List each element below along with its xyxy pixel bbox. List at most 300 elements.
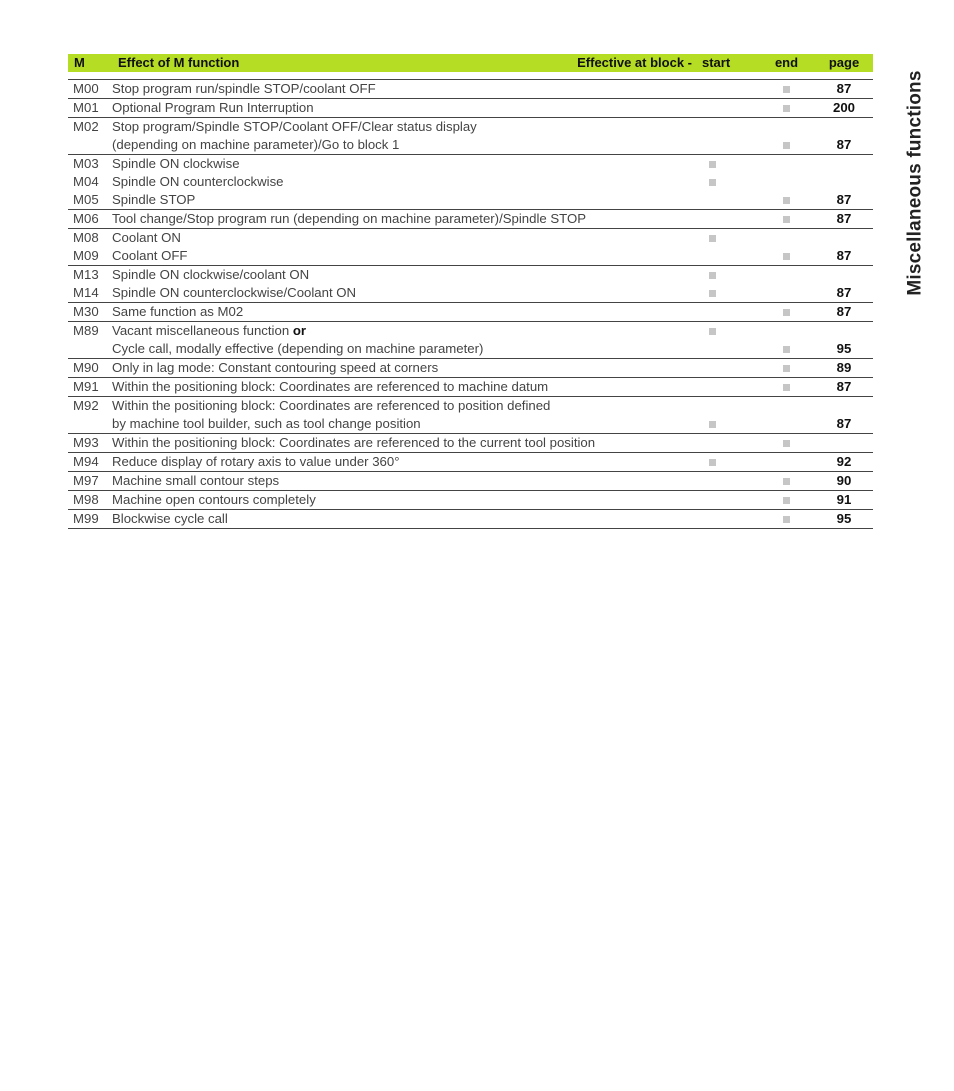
page-ref-line: 87: [836, 304, 852, 319]
effect-line: Machine small contour steps: [112, 473, 280, 488]
effective-marker-icon: [709, 179, 716, 186]
effect-line: Spindle ON clockwise/coolant ON: [112, 267, 310, 282]
m-code-text: M03: [73, 156, 99, 171]
start-marker: [702, 453, 758, 472]
start-marker-line: [709, 378, 758, 396]
row-group: [68, 99, 873, 118]
m-code-text: M90: [73, 360, 99, 375]
effect-line: (depending on machine parameter)/Go to block 1: [112, 137, 400, 152]
page-ref-line: 90: [836, 473, 852, 488]
effect-description: [112, 173, 702, 191]
m-code: [68, 155, 112, 174]
page-ref-line: [815, 266, 873, 284]
page-ref: [815, 173, 873, 191]
effect-keyword: or: [292, 323, 307, 338]
effect-line: Vacant miscellaneous function or: [112, 323, 307, 338]
page-ref: [815, 210, 873, 229]
table-header: [68, 54, 873, 72]
page-ref-line: 87: [836, 379, 852, 394]
end-marker-line: [758, 99, 815, 117]
end-marker: [758, 359, 815, 378]
page-ref-line: [815, 397, 873, 415]
m-code: [68, 322, 112, 341]
end-marker-line: [758, 303, 815, 321]
end-marker-line: [758, 378, 815, 396]
page-ref-line: 87: [836, 416, 852, 431]
end-marker-line: [758, 173, 815, 191]
table-row: [68, 434, 873, 453]
start-marker-line: [709, 322, 758, 340]
start-marker: [702, 284, 758, 303]
effective-marker-icon: [783, 309, 790, 316]
table-row: [68, 173, 873, 191]
start-marker-line: [709, 155, 758, 173]
start-marker-line: [709, 453, 758, 471]
m-code-text: M91: [73, 379, 99, 394]
effective-marker-icon: [783, 216, 790, 223]
header-row: [68, 54, 873, 72]
effective-marker-icon: [709, 328, 716, 335]
m-code: [68, 229, 112, 248]
end-marker-line: [758, 359, 815, 377]
start-marker: [702, 491, 758, 510]
m-code: [68, 266, 112, 285]
start-marker-line: [709, 173, 758, 191]
page-ref: [815, 99, 873, 118]
end-marker-line: [758, 434, 815, 452]
start-marker-line: [709, 80, 758, 98]
end-marker-line: [758, 136, 815, 154]
table-row: [68, 210, 873, 229]
effect-description: [112, 340, 702, 359]
start-marker-line: [709, 359, 758, 377]
m-code-text: M30: [73, 304, 99, 319]
page-ref: [815, 378, 873, 397]
effect-description: [112, 155, 702, 174]
m-code: [68, 434, 112, 453]
start-marker: [702, 510, 758, 529]
table-row: [68, 80, 873, 99]
m-code: [68, 99, 112, 118]
end-marker-line: [758, 415, 815, 433]
effective-marker-icon: [783, 253, 790, 260]
row-group: [68, 378, 873, 397]
table-row: [68, 491, 873, 510]
effective-marker-icon: [783, 105, 790, 112]
end-marker: [758, 378, 815, 397]
end-marker: [758, 191, 815, 210]
m-code-text: M00: [73, 81, 99, 96]
m-code: [68, 491, 112, 510]
page-ref: [815, 247, 873, 266]
end-marker: [758, 173, 815, 191]
effect-line: Cycle call, modally effective (depending on machine parameter): [112, 341, 484, 356]
end-marker: [758, 247, 815, 266]
effective-marker-icon: [709, 235, 716, 242]
side-title: [898, 52, 934, 314]
effect-line: Machine open contours completely: [112, 492, 316, 507]
row-group: [68, 397, 873, 434]
page-ref-line: 89: [836, 360, 852, 375]
start-marker: [702, 266, 758, 285]
page-ref-line: 87: [836, 137, 852, 152]
end-marker: [758, 397, 815, 434]
end-marker: [758, 510, 815, 529]
start-marker-line: [709, 491, 758, 509]
start-marker: [702, 247, 758, 266]
m-code-text: M04: [73, 174, 99, 189]
row-group: [68, 155, 873, 210]
start-marker-line: [709, 434, 758, 452]
page-ref: [815, 303, 873, 322]
effect-description: [112, 491, 702, 510]
effect-description: [112, 191, 702, 210]
page-ref-line: [815, 229, 873, 247]
effect-description: [112, 284, 702, 303]
page-ref: [815, 359, 873, 378]
effect-description: [112, 247, 702, 266]
m-code-text: M93: [73, 435, 99, 450]
end-marker-line: [758, 80, 815, 98]
start-marker-line: [709, 303, 758, 321]
table-row: [68, 155, 873, 174]
end-marker: [758, 210, 815, 229]
m-code-text: M89: [73, 323, 99, 338]
end-marker-line: [758, 510, 815, 528]
page-ref-line: [815, 173, 873, 191]
page-ref-line: 91: [836, 492, 852, 507]
effect-description: [112, 210, 702, 229]
effect-line: Within the positioning block: Coordinates are referenced to the current tool position: [112, 435, 596, 450]
effective-marker-icon: [783, 497, 790, 504]
m-code-text: [73, 340, 112, 358]
m-code: [68, 453, 112, 472]
end-marker-line: [758, 266, 815, 284]
m-code: [68, 118, 112, 155]
page-ref: [815, 397, 873, 434]
start-marker-line: [709, 136, 758, 154]
effect-line: by machine tool builder, such as tool change position: [112, 416, 421, 431]
table-row: [68, 191, 873, 210]
header-gap: [68, 72, 873, 80]
end-marker: [758, 340, 815, 359]
table-row: [68, 266, 873, 285]
end-marker: [758, 118, 815, 155]
effective-marker-icon: [783, 365, 790, 372]
start-marker: [702, 173, 758, 191]
effect-line: Coolant ON: [112, 230, 181, 245]
effect-description: [112, 434, 702, 453]
table-row: [68, 472, 873, 491]
table-row: [68, 247, 873, 266]
page-ref: [815, 453, 873, 472]
end-marker: [758, 266, 815, 285]
start-marker: [702, 378, 758, 397]
start-marker-line: [709, 397, 758, 415]
start-marker-line: [709, 229, 758, 247]
m-code: [68, 80, 112, 99]
start-marker: [702, 118, 758, 155]
m-code: [68, 284, 112, 303]
page-ref-line: 87: [836, 192, 852, 207]
m-code-text: M98: [73, 492, 99, 507]
m-code-text: M06: [73, 211, 99, 226]
effect-description: [112, 99, 702, 118]
effect-description: [112, 510, 702, 529]
end-marker-line: [758, 229, 815, 247]
start-marker: [702, 229, 758, 248]
row-group: [68, 453, 873, 472]
page-ref-line: 87: [836, 81, 852, 96]
page-ref: [815, 191, 873, 210]
row-group: [68, 266, 873, 303]
start-marker: [702, 397, 758, 434]
effect-line: Within the positioning block: Coordinates are referenced to position defined: [112, 398, 551, 413]
effect-description: [112, 266, 702, 285]
end-marker-line: [758, 453, 815, 471]
row-group: [68, 359, 873, 378]
page-ref-line: 87: [836, 211, 852, 226]
end-marker-line: [758, 340, 815, 358]
effective-marker-icon: [709, 459, 716, 466]
start-marker: [702, 210, 758, 229]
page-ref: [815, 229, 873, 248]
effective-marker-icon: [709, 421, 716, 428]
start-marker: [702, 434, 758, 453]
page-ref-line: [815, 118, 873, 136]
start-marker: [702, 472, 758, 491]
m-function-table: [68, 54, 873, 529]
page-ref-line: [815, 434, 873, 452]
end-marker-line: [758, 118, 815, 136]
row-group: [68, 303, 873, 322]
page-ref-line: [815, 155, 873, 173]
page-ref: [815, 284, 873, 303]
header-page: page: [815, 54, 873, 72]
effect-line: Blockwise cycle call: [112, 511, 228, 526]
page-ref: [815, 155, 873, 174]
page-ref: [815, 510, 873, 529]
effect-line: Spindle ON clockwise: [112, 156, 240, 171]
end-marker-line: [758, 491, 815, 509]
table-row: [68, 284, 873, 303]
effect-line: Spindle STOP: [112, 192, 196, 207]
start-marker: [702, 191, 758, 210]
m-code: [68, 359, 112, 378]
m-code-text: M92: [73, 398, 99, 413]
page-ref: [815, 434, 873, 453]
row-group: [68, 118, 873, 155]
effect-line: Stop program/Spindle STOP/Coolant OFF/Clear status display: [112, 119, 477, 134]
effective-marker-icon: [709, 290, 716, 297]
end-marker: [758, 284, 815, 303]
effective-marker-icon: [783, 346, 790, 353]
m-code: [68, 210, 112, 229]
m-code-text: M94: [73, 454, 99, 469]
start-marker-line: [709, 472, 758, 490]
end-marker: [758, 99, 815, 118]
page-ref-line: 87: [836, 285, 852, 300]
table-row: [68, 340, 873, 359]
effective-marker-icon: [709, 272, 716, 279]
page-ref: [815, 266, 873, 285]
page-ref: [815, 491, 873, 510]
page-ref: [815, 80, 873, 99]
end-marker-line: [758, 247, 815, 265]
end-marker: [758, 322, 815, 341]
end-marker: [758, 472, 815, 491]
start-marker: [702, 303, 758, 322]
header-gap-cell: [68, 72, 873, 80]
effective-marker-icon: [783, 197, 790, 204]
header-start: start: [702, 54, 758, 72]
end-marker: [758, 453, 815, 472]
header-effect-cell: [112, 54, 702, 72]
effect-description: [112, 472, 702, 491]
page-ref-line: 95: [836, 341, 852, 356]
m-code-text: M05: [73, 192, 99, 207]
effect-description: [112, 453, 702, 472]
header-gap-row: [68, 72, 873, 80]
page-ref: [815, 322, 873, 341]
page-ref-line: 92: [836, 454, 852, 469]
effective-marker-icon: [783, 478, 790, 485]
header-code: M: [68, 54, 112, 72]
m-code: [68, 191, 112, 210]
side-title-text: Miscellaneous functions: [905, 70, 927, 296]
start-marker: [702, 359, 758, 378]
m-code: [68, 510, 112, 529]
start-marker: [702, 80, 758, 99]
effect-description: [112, 229, 702, 248]
m-code-text: M14: [73, 285, 99, 300]
row-group: [68, 491, 873, 510]
row-group: [68, 472, 873, 491]
m-code: [68, 173, 112, 191]
end-marker: [758, 491, 815, 510]
effect-description: [112, 322, 702, 341]
start-marker-line: [709, 340, 758, 358]
effect-description: [112, 118, 702, 155]
table-row: [68, 378, 873, 397]
page-ref-line: 87: [836, 248, 852, 263]
start-marker-line: [709, 99, 758, 117]
effect-line: Spindle ON counterclockwise/Coolant ON: [112, 285, 357, 300]
page-ref-line: 200: [832, 100, 855, 115]
m-code: [68, 247, 112, 266]
effect-line: Optional Program Run Interruption: [112, 100, 314, 115]
m-code: [68, 303, 112, 322]
end-marker-line: [758, 322, 815, 340]
effect-line: Spindle ON counterclockwise: [112, 174, 284, 189]
effect-description: [112, 80, 702, 99]
page-ref-line: 95: [836, 511, 852, 526]
row-group: [68, 229, 873, 266]
page-ref: [815, 340, 873, 359]
effect-line: Within the positioning block: Coordinates are referenced to machine datum: [112, 379, 549, 394]
header-end: end: [758, 54, 815, 72]
end-marker-line: [758, 397, 815, 415]
m-code: [68, 340, 112, 359]
end-marker-line: [758, 284, 815, 302]
start-marker-line: [709, 266, 758, 284]
m-code: [68, 378, 112, 397]
page-ref-line: [815, 322, 873, 340]
start-marker-line: [709, 510, 758, 528]
start-marker-line: [709, 284, 758, 302]
end-marker-line: [758, 155, 815, 173]
page-ref: [815, 118, 873, 155]
effective-marker-icon: [783, 142, 790, 149]
effective-marker-icon: [783, 86, 790, 93]
effect-description: [112, 303, 702, 322]
effect-description: [112, 378, 702, 397]
effect-line: Tool change/Stop program run (depending on machine parameter)/Spindle STOP: [112, 211, 587, 226]
effective-marker-icon: [783, 384, 790, 391]
table-row: [68, 229, 873, 248]
row-group: [68, 210, 873, 229]
header-effective-at: Effective at block -: [577, 55, 692, 70]
start-marker: [702, 322, 758, 341]
row-group: [68, 434, 873, 453]
start-marker: [702, 99, 758, 118]
page-ref: [815, 472, 873, 491]
effect-line: Only in lag mode: Constant contouring speed at corners: [112, 360, 439, 375]
end-marker: [758, 229, 815, 248]
row-group: [68, 510, 873, 529]
effect-description: [112, 397, 702, 434]
m-code-text: M97: [73, 473, 99, 488]
table-row: [68, 453, 873, 472]
end-marker-line: [758, 191, 815, 209]
table-row: [68, 303, 873, 322]
effective-marker-icon: [709, 161, 716, 168]
effective-marker-icon: [783, 516, 790, 523]
table-row: [68, 99, 873, 118]
start-marker-line: [709, 210, 758, 228]
end-marker: [758, 155, 815, 174]
table-row: [68, 359, 873, 378]
start-marker-line: [709, 191, 758, 209]
end-marker-line: [758, 210, 815, 228]
start-marker-line: [709, 247, 758, 265]
effect-line: Same function as M02: [112, 304, 244, 319]
effect-line: Coolant OFF: [112, 248, 188, 263]
effective-marker-icon: [783, 440, 790, 447]
m-code: [68, 472, 112, 491]
effect-line: Stop program run/spindle STOP/coolant OFF: [112, 81, 376, 96]
effect-description: [112, 359, 702, 378]
end-marker-line: [758, 472, 815, 490]
effect-line: Reduce display of rotary axis to value under 360°: [112, 454, 400, 469]
m-code-text: M08: [73, 230, 99, 245]
table-row: [68, 510, 873, 529]
table-row: [68, 397, 873, 434]
row-group: [68, 80, 873, 99]
start-marker-line: [709, 118, 758, 136]
table-row: [68, 118, 873, 155]
header-effect: Effect of M function: [118, 55, 240, 70]
m-code-text: M01: [73, 100, 99, 115]
table-row: [68, 322, 873, 341]
end-marker: [758, 303, 815, 322]
m-code-text: M13: [73, 267, 99, 282]
m-code-text: M02: [73, 119, 99, 134]
end-marker: [758, 434, 815, 453]
start-marker: [702, 340, 758, 359]
row-group: [68, 322, 873, 359]
m-code: [68, 397, 112, 434]
